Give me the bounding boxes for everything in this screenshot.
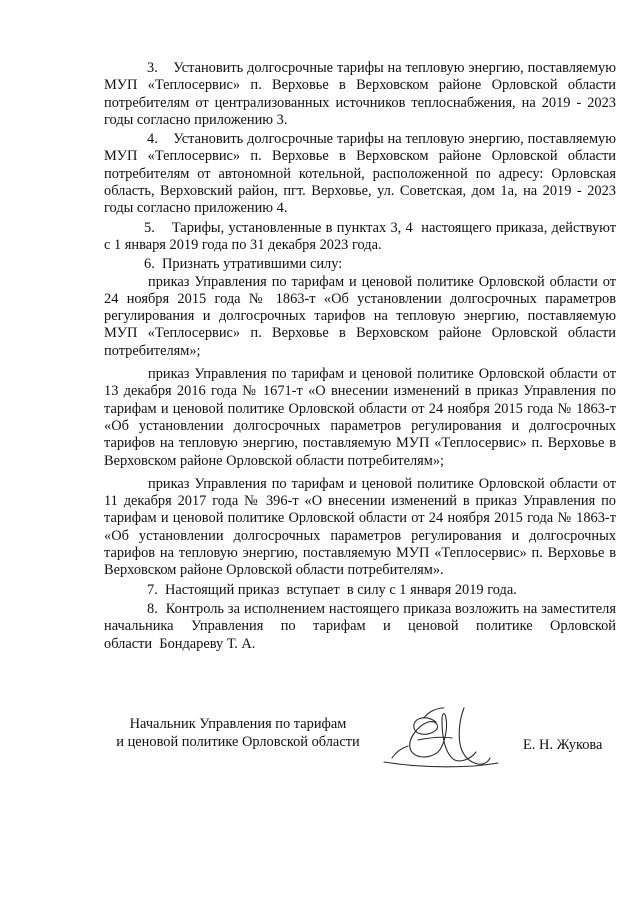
paragraph-7: 7. Настоящий приказ вступает в силу с 1 января 2019 года. (147, 581, 517, 598)
paragraph-4: 4. Установить долгосрочные тарифы на тепловую энергию, поставляемую МУП «Теплосервис» п. Верховье в Верховском районе Орловской области потребителям от автономной котельной, расположенной по адресу: Орловская область, Верховский район, пгт. Верховье, ул. Советская, дом 1а, на 2019 - 2023 годы согласно приложению 4. (104, 131, 616, 217)
paragraph-6-item-1: приказ Управления по тарифам и ценовой политике Орловской области от 24 ноября 2015 года № 1863-т «Об установлении долгосрочных параметров регулирования и долгосрочных тарифов на тепловую энергию, поставляемую МУП «Теплосервис» п. Верховье в Верховском районе Орловской области потребителям»; (104, 273, 616, 359)
paragraph-8: 8. Контроль за исполнением настоящего приказа возложить на заместителя начальника Управления по тарифам и ценовой политике Орловской области Бондареву Т. А. (104, 600, 616, 652)
paragraph-6-item-2: приказ Управления по тарифам и ценовой политике Орловской области от 13 декабря 2016 года № 1671-т «О внесении изменений в приказ Управления по тарифам и ценовой политике Орловской области от 24 ноября 2015 года № 1863-т «Об установлении долгосрочных параметров регулирования и долгосрочных тарифов на тепловую энергию, поставляемую МУП «Теплосервис» п. Верховье в Верховском районе Орловской области потребителям»; (104, 366, 616, 469)
signatory-position (98, 715, 378, 751)
signatory-position-line-2: и ценовой политике Орловской области (116, 734, 360, 750)
paragraph-5: 5. Тарифы, установленные в пунктах 3, 4 настоящего приказа, действуют с 1 января 2019 года по 31 декабря 2023 года. (104, 219, 616, 253)
signatory-name: Е. Н. Жукова (523, 737, 603, 753)
paragraph-3: 3. Установить долгосрочные тарифы на тепловую энергию, поставляемую МУП «Теплосервис» п. Верховье в Верховском районе Орловской области потребителям от централизованных источников теплоснабжения, на 2019 - 2023 годы согласно приложению 3. (104, 60, 616, 128)
paragraph-6: 6. Признать утратившими силу: (144, 256, 343, 273)
handwritten-signature (378, 700, 503, 780)
paragraph-6-item-3: приказ Управления по тарифам и ценовой политике Орловской области от 11 декабря 2017 года № 396-т «О внесении изменений в приказ Управления по тарифам и ценовой политике Орловской области от 24 ноября 2015 года № 1863-т «Об установлении долгосрочных параметров регулирования и долгосрочных тарифов на тепловую энергию, поставляемую МУП «Теплосервис» п. Верховье в Верховском районе Орловской области потребителям». (104, 475, 616, 579)
signatory-position-line-1: Начальник Управления по тарифам (129, 716, 347, 732)
